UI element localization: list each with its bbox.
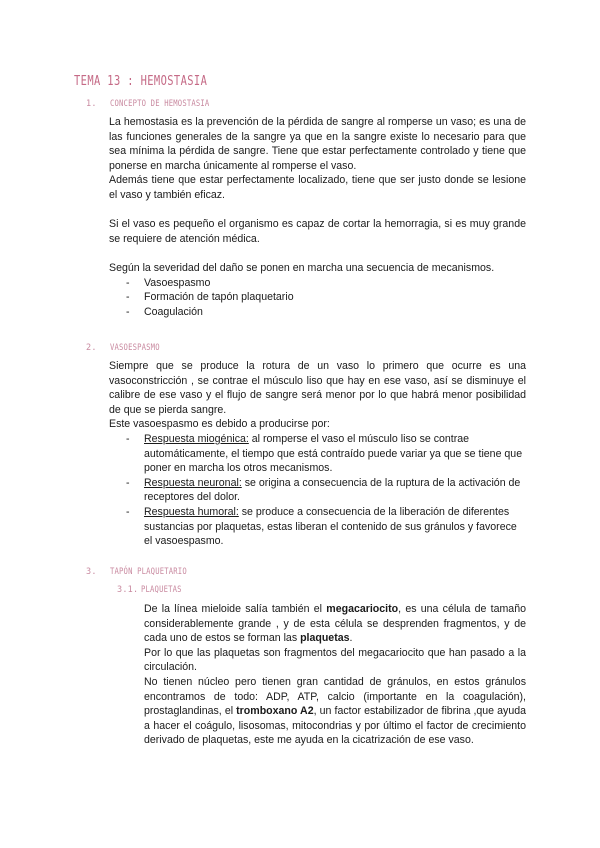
section-number: 1. bbox=[86, 99, 97, 109]
section-heading-concepto bbox=[86, 99, 227, 109]
section-title: CONCEPTO DE HEMOSTASIA bbox=[110, 99, 210, 109]
section-number: 3. bbox=[86, 567, 97, 577]
paragraph: Además tiene que estar perfectamente localizado, tiene que ser justo donde se lesione el vaso y también eficaz. bbox=[109, 174, 526, 201]
list-item: - Coagulación bbox=[109, 305, 526, 320]
page-title: TEMA 13 : HEMOSTASIA bbox=[74, 74, 208, 89]
section-body-vasoespasmo bbox=[109, 359, 526, 549]
list-item bbox=[109, 432, 526, 476]
paragraph: Si el vaso es pequeño el organismo es capaz de cortar la hemorragia, si es muy grande se requiere de atención médica. bbox=[109, 218, 526, 245]
list-item bbox=[109, 476, 526, 505]
paragraph: La hemostasia es la prevención de la pérdida de sangre al romperse un vaso; es una de las funciones generales de la sangre ya que en la sangre existe lo necesario para que sea mínima la pérdida de sangre. Tiene que estar perfectamente controlado y tiene que ponerse en marcha únicamente al romperse el vaso. bbox=[109, 116, 526, 172]
term-humoral: Respuesta humoral: bbox=[144, 505, 239, 518]
term-miogenica: Respuesta miogénica: bbox=[144, 432, 249, 445]
subsection-title: PLAQUETAS bbox=[141, 585, 182, 595]
list-item bbox=[109, 505, 526, 549]
text-run: . bbox=[349, 632, 353, 645]
text-run: No tienen núcleo pero tienen gran cantidad de gránulos, en estos gránulos encontramos de todo: ADP, ATP, calcio (importante en la coagulación), prostaglandinas, el bbox=[144, 675, 526, 718]
text-run: , es una célula de tamaño considerablemente grande , y de esta célula se desprenden fragmentos, y de cada uno de estos se forman las bbox=[144, 603, 526, 645]
section-heading-vasoespasmo bbox=[86, 343, 169, 353]
term-neuronal: Respuesta neuronal: bbox=[144, 476, 242, 489]
subsection-number: 3.1. bbox=[117, 585, 139, 595]
section-title: TAPÓN PLAQUETARIO bbox=[110, 567, 187, 577]
text-run: , un factor estabilizador de fibrina ,que ayuda a hacer el coágulo, lisosomas, mitocondrias y por último el factor de crecimiento derivado de plaquetas, este me ayuda en la cicatrización de ese vaso. bbox=[144, 705, 527, 747]
term-description: se produce a consecuencia de la liberación de diferentes sustancias por plaquetas, estas liberan el contenido de sus gránulos y favorece el vasoespasmo. bbox=[144, 505, 517, 548]
list-item: - Formación de tapón plaquetario bbox=[109, 290, 526, 305]
list-item: - Vasoespasmo bbox=[109, 276, 526, 291]
paragraph bbox=[144, 675, 526, 748]
paragraph: Siempre que se produce la rotura de un vaso lo primero que ocurre es una vasoconstricción , se contrae el músculo liso que hay en ese vaso, así se disminuye el calibre de ese vaso y el flujo de sangre será menor por lo que habrá menor posibilidad de que se pierda sangre. bbox=[109, 360, 526, 416]
paragraph: Según la severidad del daño se ponen en marcha una secuencia de mecanismos. bbox=[109, 261, 495, 274]
subsection-body-plaquetas bbox=[144, 602, 526, 748]
paragraph: Este vasoespasmo es debido a producirse por: bbox=[109, 418, 330, 431]
bold-term-tromboxano: tromboxano A2 bbox=[236, 705, 314, 718]
text-run: De la línea mieloide salía también el bbox=[144, 603, 327, 615]
term-description: se origina a consecuencia de la ruptura de la activación de receptores del dolor. bbox=[144, 476, 521, 504]
section-body-concepto bbox=[109, 115, 526, 319]
bold-term-plaquetas: plaquetas bbox=[300, 632, 350, 645]
response-list bbox=[109, 432, 526, 549]
section-heading-tapon bbox=[86, 567, 200, 577]
mechanism-list bbox=[109, 276, 526, 320]
section-title: VASOESPASMO bbox=[110, 343, 160, 353]
term-description: al romperse el vaso el músculo liso se contrae automáticamente, el tiempo que está contraído puede variar ya que se tiene que poner en marcha los otros mecanismos. bbox=[144, 432, 523, 475]
paragraph bbox=[144, 602, 526, 646]
paragraph: Por lo que las plaquetas son fragmentos del megacariocito que han pasado a la circulación. bbox=[144, 646, 526, 674]
bold-term-megacariocito: megacariocito bbox=[326, 603, 399, 615]
subsection-heading-plaquetas bbox=[117, 585, 189, 595]
section-number: 2. bbox=[86, 343, 97, 353]
